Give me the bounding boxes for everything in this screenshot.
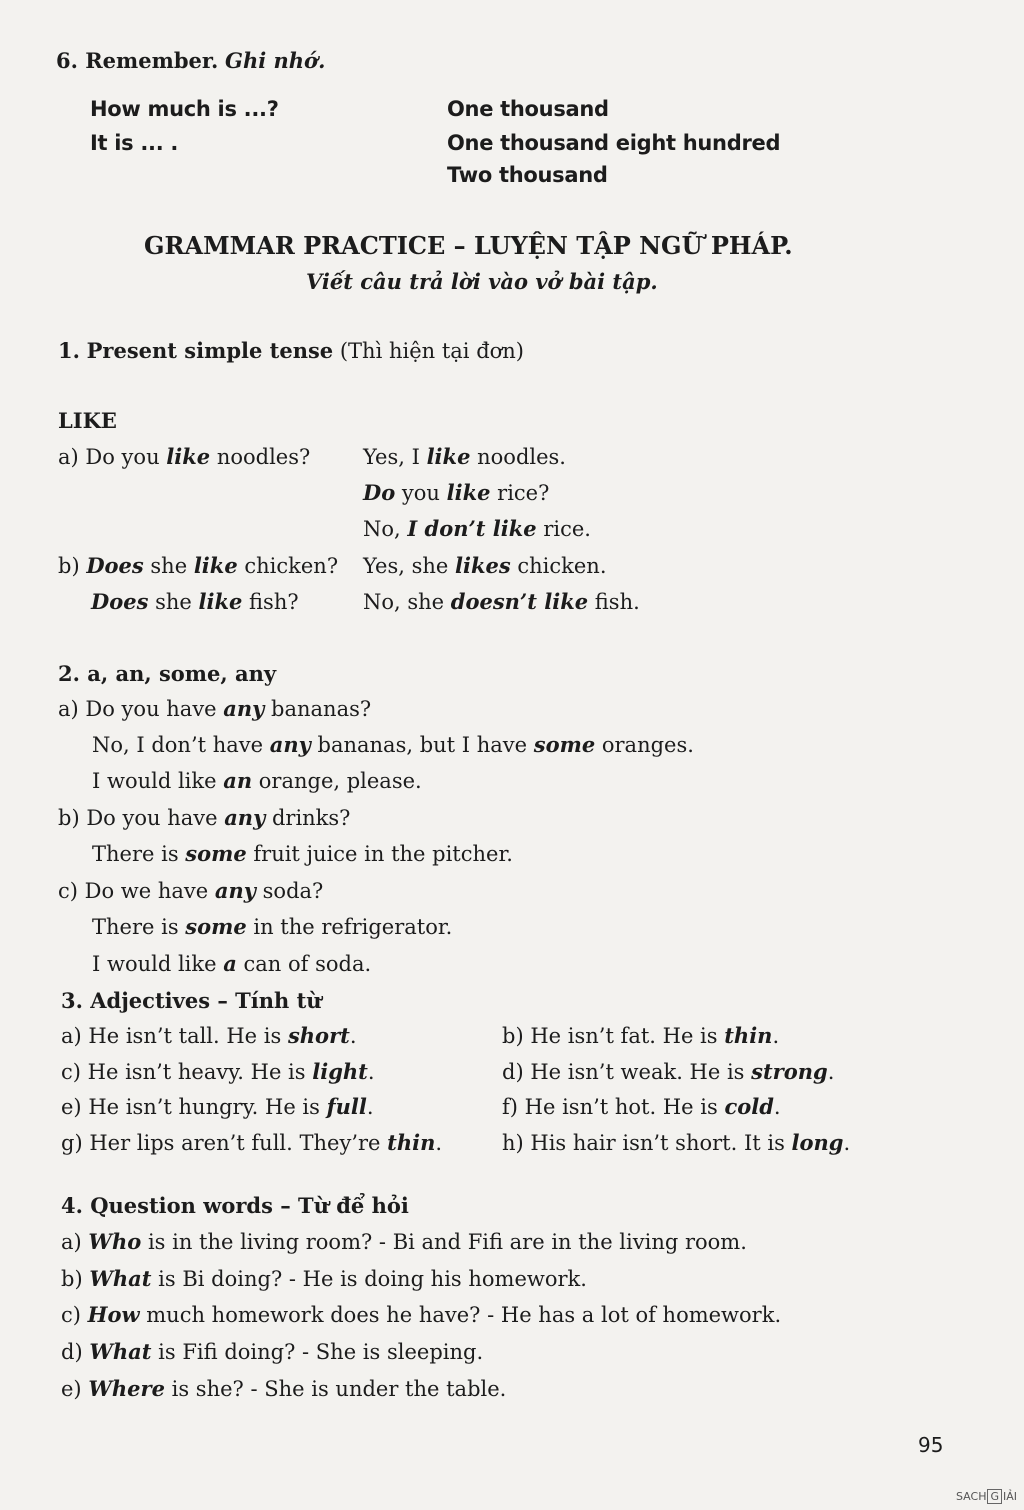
section-1-heading: 1. Present simple tense (Thì hiện tại đơn) (58, 338, 524, 363)
adjective-item: c) He isn’t heavy. He is light. (61, 1059, 375, 1084)
question-word-item: e) Where is she? - She is under the table. (61, 1376, 507, 1401)
s2-c-line-3: I would like a can of soda. (92, 951, 372, 976)
remember-phrase-2: It is ... . (90, 131, 179, 155)
remember-heading: 6. Remember. Ghi nhớ. (56, 48, 326, 73)
s2-b-line-1: b) Do you have any drinks? (58, 805, 351, 830)
like-heading: LIKE (58, 408, 117, 433)
question-word-item: b) What is Bi doing? - He is doing his homework. (61, 1266, 587, 1291)
adjective-item: h) His hair isn’t short. It is long. (502, 1130, 851, 1155)
s1-a-reply-3: No, I don’t like rice. (363, 516, 591, 541)
s1-a-question: a) Do you like noodles? (58, 444, 311, 469)
watermark-logo: SACH G IẢI (956, 1490, 1018, 1503)
s2-a-line-1: a) Do you have any bananas? (58, 696, 372, 721)
s1-b-reply-2: No, she doesn’t like fish. (363, 589, 640, 614)
adjective-item: d) He isn’t weak. He is strong. (502, 1059, 835, 1084)
adjective-item: f) He isn’t hot. He is cold. (502, 1094, 781, 1119)
adjective-item: g) Her lips aren’t full. They’re thin. (61, 1130, 443, 1155)
adjective-item: e) He isn’t hungry. He is full. (61, 1094, 374, 1119)
s2-a-line-3: I would like an orange, please. (92, 768, 422, 793)
s2-a-line-2: No, I don’t have any bananas, but I have some oranges. (92, 732, 694, 757)
s2-b-line-2: There is some fruit juice in the pitcher. (92, 841, 513, 866)
page-subtitle: Viết câu trả lời vào vở bài tập. (306, 269, 658, 294)
remember-answer-2: One thousand eight hundred (447, 131, 781, 155)
s2-c-line-1: c) Do we have any soda? (58, 878, 324, 903)
question-word-item: d) What is Fifi doing? - She is sleeping. (61, 1339, 484, 1364)
remember-answer-1: One thousand (447, 97, 609, 121)
s1-a-reply-2: Do you like rice? (363, 480, 550, 505)
page-number: 95 (918, 1433, 944, 1457)
adjective-item: b) He isn’t fat. He is thin. (502, 1023, 780, 1048)
s1-a-reply-1: Yes, I like noodles. (363, 444, 566, 469)
remember-phrase-1: How much is ...? (90, 97, 279, 121)
remember-answer-3: Two thousand (447, 163, 608, 187)
page-title: GRAMMAR PRACTICE – LUYỆN TẬP NGỮ PHÁP. (144, 231, 793, 260)
s1-b-reply-1: Yes, she likes chicken. (363, 553, 607, 578)
section-4-heading: 4. Question words – Từ để hỏi (61, 1193, 409, 1218)
s1-b-question-2: Does she like fish? (91, 589, 299, 614)
section-3-heading: 3. Adjectives – Tính từ (61, 988, 322, 1013)
adjective-item: a) He isn’t tall. He is short. (61, 1023, 357, 1048)
question-word-item: a) Who is in the living room? - Bi and Fifi are in the living room. (61, 1229, 747, 1254)
question-word-item: c) How much homework does he have? - He has a lot of homework. (61, 1302, 782, 1327)
s1-b-question-1: b) Does she like chicken? (58, 553, 339, 578)
s2-c-line-2: There is some in the refrigerator. (92, 914, 453, 939)
section-2-heading: 2. a, an, some, any (58, 661, 277, 686)
